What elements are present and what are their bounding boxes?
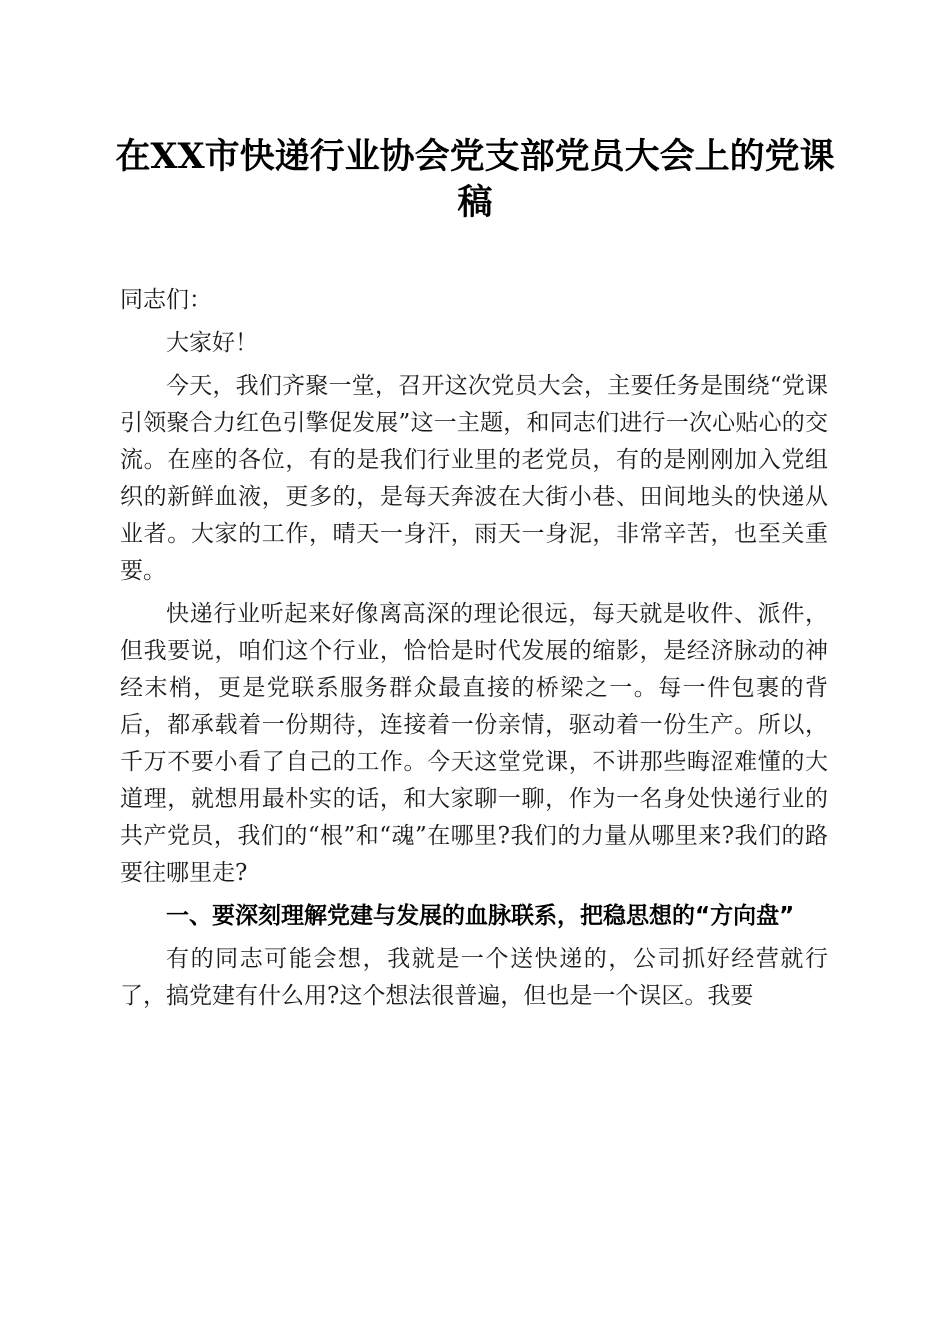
- document-body: [120, 282, 828, 1021]
- section-heading: 一、要深刻理解党建与发展的血脉联系，把稳思想的“方向盘”: [166, 903, 795, 929]
- paragraph-industry: 快递行业听起来好像离高深的理论很远，每天就是收件、派件，但我要说，咱们这个行业，恰恰是时代发展的缩影，是经济脉动的神经末梢，更是党联系服务群众最直接的桥梁之一。每一件包裹的背后，都承载着一份期待，连接着一份亲情，驱动着一份生产。所以，千万不要小看了自己的工作。今天这堂党课，不讲那些晦涩难懂的大道理，就想用最朴实的话，和大家聊一聊，作为一名身处快递行业的共产党员，我们的“根”和“魂”在哪里?我们的力量从哪里来?我们的路要往哪里走?: [120, 601, 828, 886]
- paragraph-intro: 今天，我们齐聚一堂，召开这次党员大会，主要任务是围绕“党课引领聚合力红色引擎促发展”这一主题，和同志们进行一次心贴心的交流。在座的各位，有的是我们行业里的老党员，有的是刚刚加入党组织的新鲜血液，更多的，是每天奔波在大街小巷、田间地头的快递从业者。大家的工作，晴天一身汗，雨天一身泥，非常辛苦，也至关重要。: [120, 373, 828, 584]
- salutation: 同志们：: [120, 287, 212, 313]
- greeting: 大家好！: [166, 330, 258, 356]
- document-title: 在XX市快递行业协会党支部党员大会上的党课稿: [115, 136, 835, 223]
- section-paragraph: 有的同志可能会想，我就是一个送快递的，公司抓好经营就行了，搞党建有什么用?这个想法很普遍，但也是一个误区。我要: [120, 946, 828, 1009]
